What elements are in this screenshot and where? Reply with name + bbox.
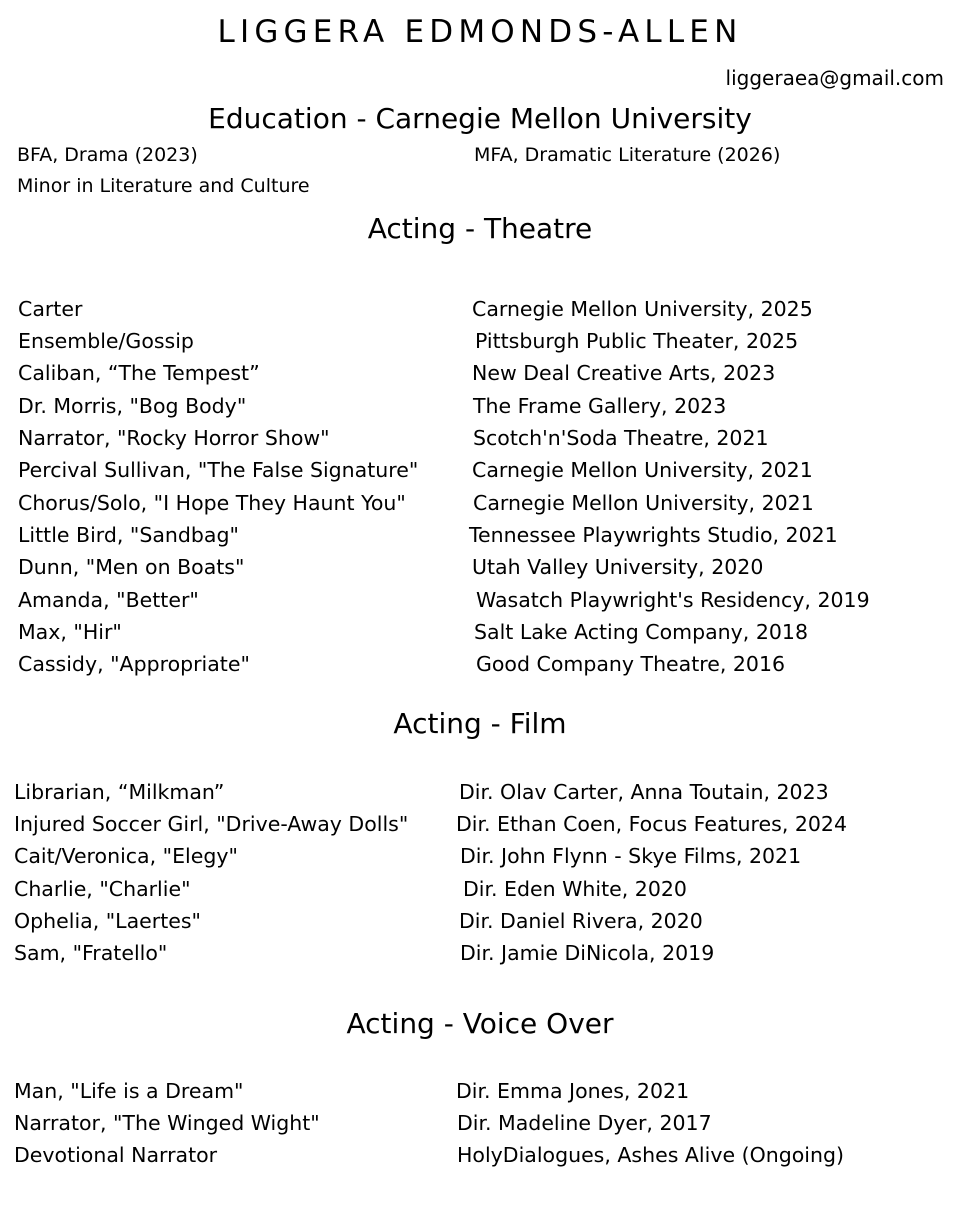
- voice-over-row: [0, 1078, 960, 1104]
- role: Narrator, "Rocky Horror Show": [18, 426, 330, 450]
- role: Max, "Hir": [18, 620, 122, 644]
- role: Sam, "Fratello": [14, 941, 168, 965]
- education-heading: Education - Carnegie Mellon University: [208, 102, 752, 135]
- role: Cassidy, "Appropriate": [18, 652, 250, 676]
- credit: Dir. Olav Carter, Anna Toutain, 2023: [459, 780, 829, 804]
- credit: HolyDialogues, Ashes Alive (Ongoing): [457, 1143, 844, 1167]
- voice-over-row: [0, 1110, 960, 1136]
- role: Man, "Life is a Dream": [14, 1079, 244, 1103]
- credit: Dir. Madeline Dyer, 2017: [457, 1111, 712, 1135]
- theatre-row: [0, 457, 960, 483]
- film-row: [0, 843, 960, 869]
- film-row: [0, 908, 960, 934]
- credit: Dir. Daniel Rivera, 2020: [459, 909, 703, 933]
- role: Carter: [18, 297, 83, 321]
- film-row: [0, 940, 960, 966]
- voice-over-heading: Acting - Voice Over: [346, 1007, 614, 1040]
- role: Narrator, "The Winged Wight": [14, 1111, 320, 1135]
- role: Librarian, “Milkman”: [14, 780, 225, 804]
- credit: Wasatch Playwright's Residency, 2019: [476, 588, 870, 612]
- role: Dr. Morris, "Bog Body": [18, 394, 247, 418]
- role: Amanda, "Better": [18, 588, 199, 612]
- credit: The Frame Gallery, 2023: [473, 394, 727, 418]
- theatre-row: [0, 522, 960, 548]
- email-address: liggeraea@gmail.com: [725, 66, 944, 90]
- film-row: [0, 779, 960, 805]
- degree-mfa: MFA, Dramatic Literature (2026): [474, 144, 781, 166]
- film-heading: Acting - Film: [393, 707, 567, 740]
- minor: Minor in Literature and Culture: [17, 175, 310, 197]
- credit: Carnegie Mellon University, 2021: [473, 491, 814, 515]
- credit: Scotch'n'Soda Theatre, 2021: [473, 426, 769, 450]
- theatre-row: [0, 328, 960, 354]
- credit: Dir. Jamie DiNicola, 2019: [460, 941, 715, 965]
- credit: Carnegie Mellon University, 2025: [472, 297, 813, 321]
- theatre-row: [0, 360, 960, 386]
- credit: Dir. Ethan Coen, Focus Features, 2024: [456, 812, 848, 836]
- credit: Good Company Theatre, 2016: [476, 652, 786, 676]
- role: Devotional Narrator: [14, 1143, 218, 1167]
- role: Chorus/Solo, "I Hope They Haunt You": [18, 491, 406, 515]
- theatre-row: [0, 425, 960, 451]
- credit: New Deal Creative Arts, 2023: [472, 361, 776, 385]
- theatre-row: [0, 619, 960, 645]
- theatre-row: [0, 393, 960, 419]
- theatre-row: [0, 651, 960, 677]
- role: Ophelia, "Laertes": [14, 909, 201, 933]
- credit: Dir. Emma Jones, 2021: [456, 1079, 690, 1103]
- voice-over-row: [0, 1142, 960, 1168]
- theatre-row: [0, 587, 960, 613]
- credit: Tennessee Playwrights Studio, 2021: [469, 523, 838, 547]
- role: Cait/Veronica, "Elegy": [14, 844, 238, 868]
- theatre-row: [0, 490, 960, 516]
- credit: Carnegie Mellon University, 2021: [472, 458, 813, 482]
- resume-name: LIGGERA EDMONDS-ALLEN: [217, 14, 743, 50]
- credit: Utah Valley University, 2020: [472, 555, 764, 579]
- role: Percival Sullivan, "The False Signature": [18, 458, 419, 482]
- role: Ensemble/Gossip: [18, 329, 194, 353]
- role: Charlie, "Charlie": [14, 877, 191, 901]
- credit: Salt Lake Acting Company, 2018: [474, 620, 808, 644]
- theatre-row: [0, 296, 960, 322]
- film-row: [0, 876, 960, 902]
- role: Little Bird, "Sandbag": [18, 523, 239, 547]
- theatre-heading: Acting - Theatre: [367, 212, 593, 245]
- role: Injured Soccer Girl, "Drive-Away Dolls": [14, 812, 409, 836]
- theatre-row: [0, 554, 960, 580]
- credit: Pittsburgh Public Theater, 2025: [475, 329, 799, 353]
- degree-bfa: BFA, Drama (2023): [17, 144, 198, 166]
- credit: Dir. Eden White, 2020: [463, 877, 687, 901]
- credit: Dir. John Flynn - Skye Films, 2021: [460, 844, 802, 868]
- role: Caliban, “The Tempest”: [18, 361, 260, 385]
- film-row: [0, 811, 960, 837]
- role: Dunn, "Men on Boats": [18, 555, 245, 579]
